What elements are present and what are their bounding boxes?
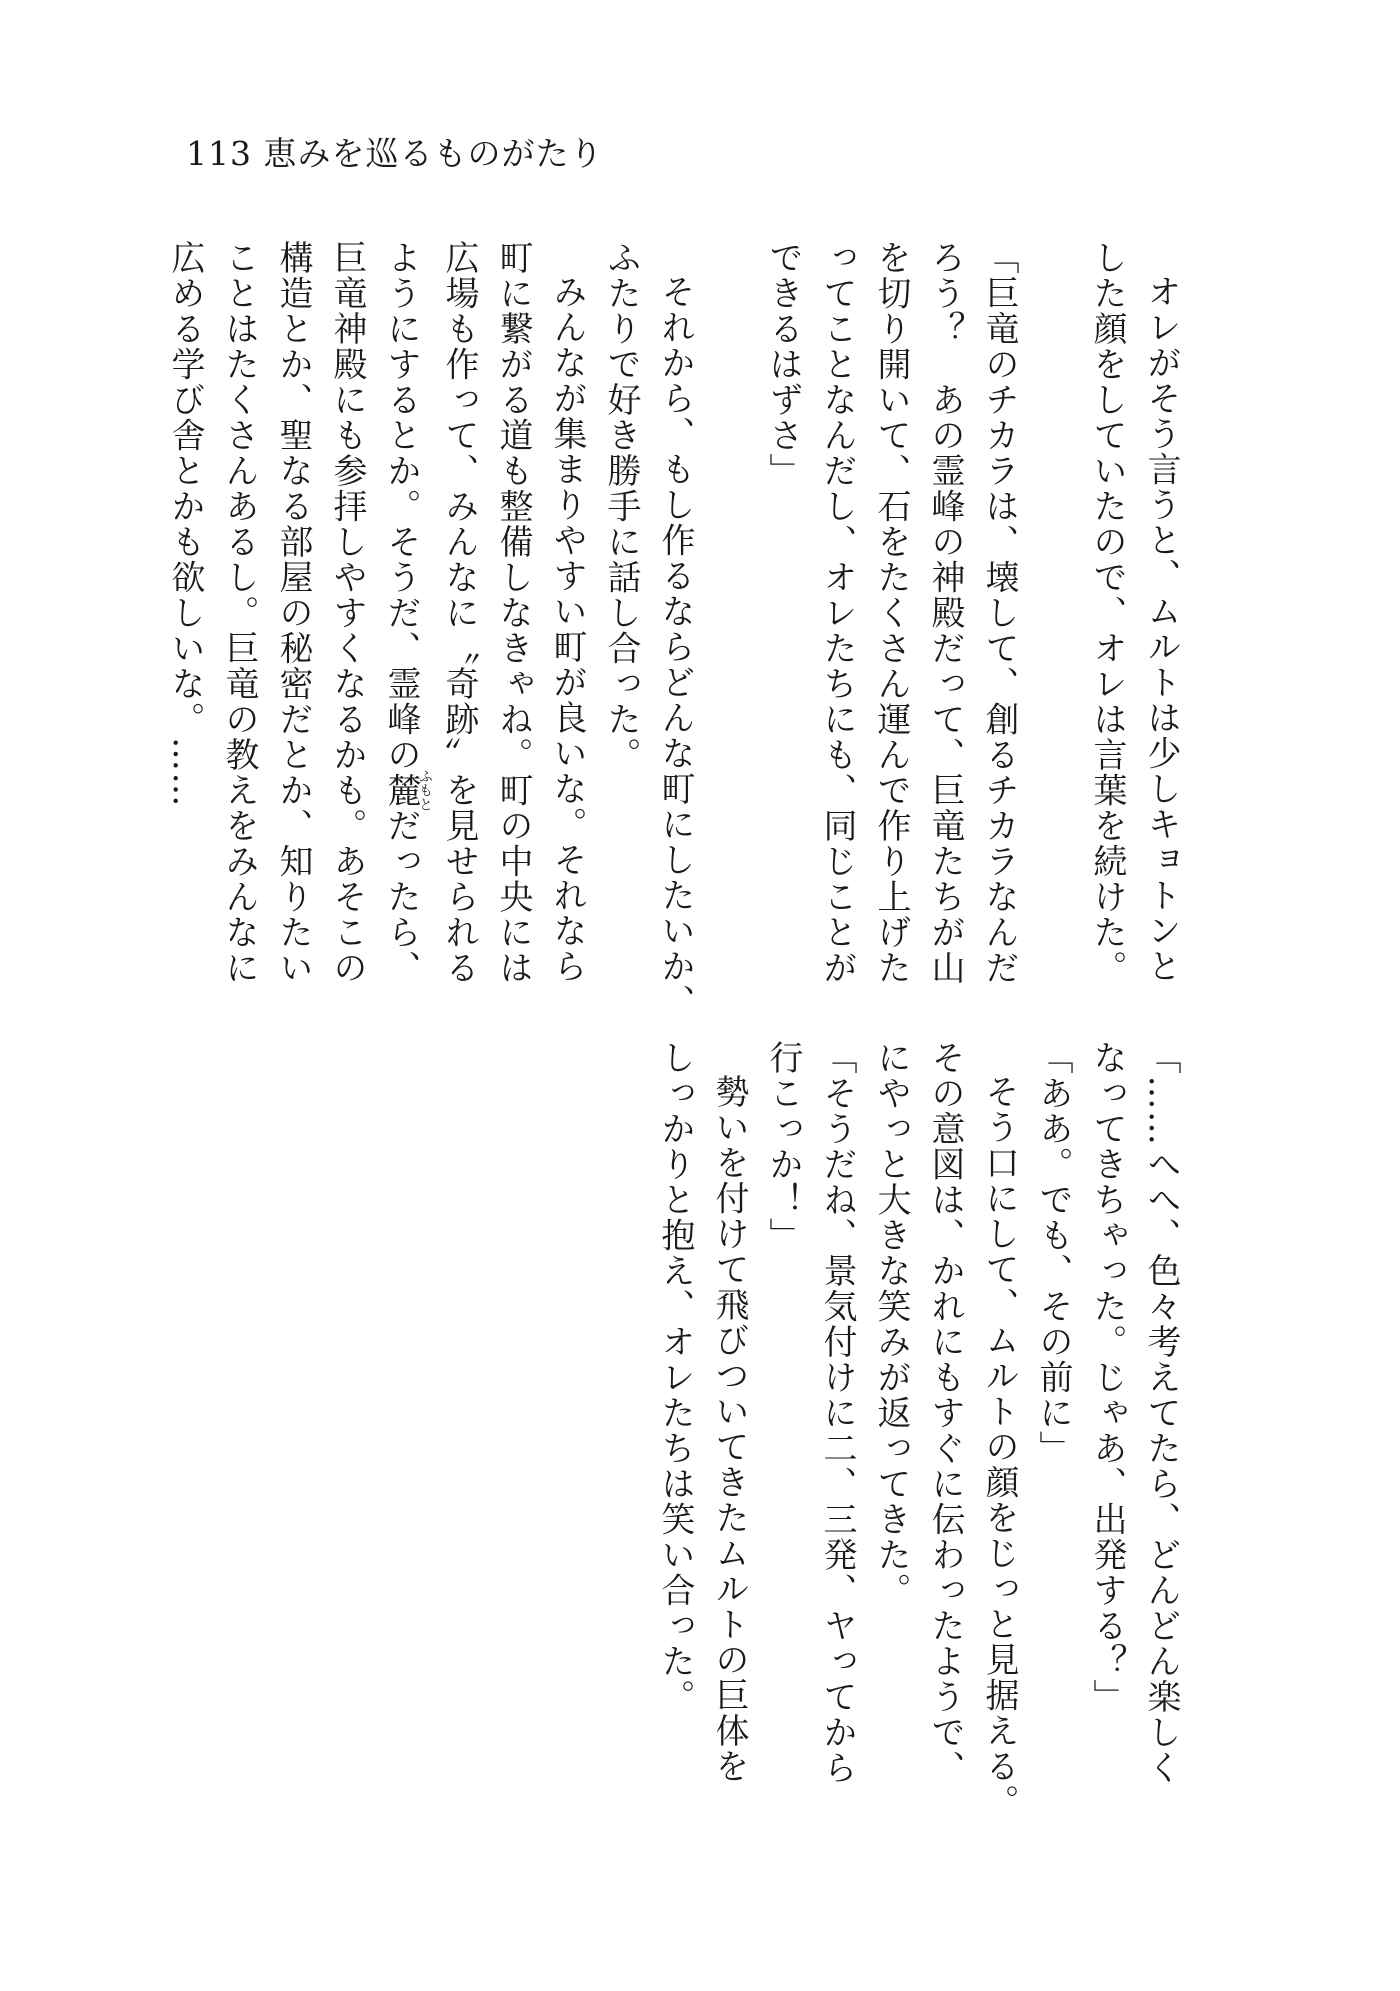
text-line: それから、もし作るならどんな町にしたいか、: [655, 274, 695, 1020]
text-line: そう口にして、ムルトの顔をじっと見据える。: [979, 1074, 1019, 1820]
text-line: 「……へへ、色々考えてたら、どんどん楽しく: [1141, 1040, 1181, 1786]
text-segment: だったら、: [381, 808, 421, 986]
line-spacer: [1026, 240, 1080, 1000]
text-line: 巨竜神殿にも参拝しやすくなるかも。あそこの: [327, 240, 367, 986]
text-line: 「巨竜のチカラは、壊して、創るチカラなんだ: [979, 240, 1019, 986]
text-line: 「そうだね、景気付けに二、三発、ヤってから: [817, 1040, 857, 1786]
ruby-reading: ふもと: [417, 769, 433, 812]
page-header: [186, 128, 604, 175]
text-line-with-ruby: [374, 240, 432, 1000]
text-line: にやっと大きな笑みが返ってきた。: [871, 1040, 911, 1608]
ruby-annotation: [381, 769, 433, 812]
text-line: ふたりで好き勝手に話し合った。: [601, 240, 641, 773]
text-line: した顔をしていたので、オレは言葉を続けた。: [1087, 240, 1127, 986]
text-line: 構造とか、聖なる部屋の秘密だとか、知りたい: [273, 240, 313, 986]
chapter-title: 恵みを巡るものがたり: [263, 134, 604, 173]
bottom-text-block: [488, 1040, 1188, 1820]
text-line: しっかりと抱え、オレたちは笑い合った。: [655, 1040, 695, 1715]
text-line: 行こっか！」: [763, 1040, 803, 1253]
text-line: 町に繋がる道も整備しなきゃね。町の中央には: [493, 240, 533, 986]
text-line: ってことなんだし、オレたちにも、同じことが: [817, 240, 857, 986]
text-line: オレがそう言うと、ムルトは少しキョトンと: [1141, 274, 1181, 984]
text-line: ことはたくさんあるし。巨竜の教えをみんなに: [219, 240, 259, 986]
text-line: なってきちゃった。じゃあ、出発する？」: [1087, 1040, 1127, 1715]
text-line: 広場も作って、みんなに〝奇跡〟を見せられる: [439, 240, 479, 986]
ruby-base: 麓: [381, 769, 421, 812]
text-line: ろう？ あの霊峰の神殿だって、巨竜たちが山: [925, 240, 965, 986]
text-line: できるはずさ」: [763, 240, 803, 489]
text-line: 広める学び舎とかも欲しいな。……: [165, 240, 205, 808]
text-line: その意図は、かれにもすぐに伝わったようで、: [925, 1040, 965, 1786]
top-text-block: [165, 240, 1188, 1020]
text-line: を切り開いて、石をたくさん運んで作り上げた: [871, 240, 911, 986]
text-line: みんなが集まりやすい町が良いな。それなら: [547, 274, 587, 984]
text-line: 「ああ。でも、その前に」: [1033, 1040, 1073, 1466]
line-spacer: [702, 240, 756, 1000]
text-segment: ようにするとか。そうだ、霊峰の: [381, 240, 421, 773]
text-line: 勢いを付けて飛びついてきたムルトの巨体を: [709, 1074, 749, 1784]
page-number: 113: [186, 134, 252, 173]
